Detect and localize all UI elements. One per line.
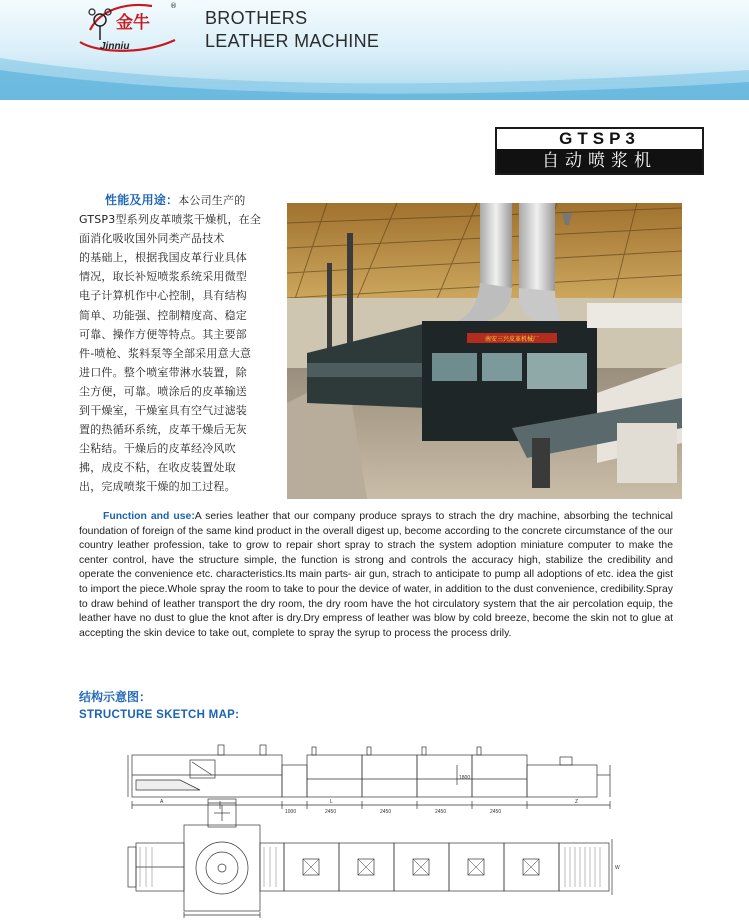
cn-line: 尘方便，可靠。喷涂后的皮革输送 (79, 384, 247, 398)
sketch-dryer-1 (307, 755, 362, 797)
machine-photo (287, 203, 682, 499)
model-title-box (495, 127, 704, 175)
cn-line: 件-喷枪、浆料泵等全部采用意大意 (79, 346, 252, 360)
cn-line: 尘粘结。干燥后的皮革经冷风吹 (79, 442, 236, 456)
dim-seg4: 2450 (490, 809, 502, 815)
sketch-spray-booth-plan (184, 825, 260, 911)
page-header (0, 0, 749, 100)
svg-text:®: ® (170, 2, 177, 10)
machine-banner-text: 南安三兴皮革机械厂 (484, 336, 540, 343)
structure-title-cn: 结构示意图： (79, 690, 152, 704)
dim-z: Z (575, 799, 579, 805)
svg-text:Jinniu: Jinniu (100, 41, 130, 52)
structure-title-en: STRUCTURE SKETCH MAP: (79, 709, 240, 721)
model-code: GTSP3 (497, 129, 702, 149)
machine-photo-illustration (287, 203, 682, 499)
dim-height: 1800 (459, 775, 471, 781)
cn-line: 面消化吸收国外同类产品技术 (79, 232, 225, 246)
company-logo (70, 0, 190, 58)
brand-line-2: LEATHER MACHINE (205, 31, 380, 51)
dim-w: W (615, 865, 620, 871)
cn-line: 到干燥室，干燥室具有空气过滤装 (79, 404, 247, 418)
dim-a: A (160, 799, 164, 805)
cn-line: 的基础上，根据我国皮革行业具体 (79, 251, 247, 265)
english-description (79, 510, 673, 641)
sketch-spray-booth (132, 755, 282, 797)
dim-l: L (330, 799, 333, 805)
cn-line: 性能及用途：本公司生产的 (105, 193, 246, 207)
cn-line: 可靠、操作方便等特点。其主要部 (79, 327, 247, 341)
cn-line: 进口件。整个喷室带淋水装置，除 (79, 365, 247, 379)
cn-line: GTSP3型系列皮革喷浆干燥机，在全 (79, 213, 262, 227)
cn-lead: 性能及用途： (105, 193, 179, 207)
dim-seg3: 2450 (435, 809, 447, 815)
svg-text:金牛: 金牛 (116, 13, 150, 33)
en-body: A series leather that our company produce sprays to strach the dry machine, absorbing the technical foundation of foreign of the same kind product in the overall digest up, become according to the concrete circumstance of the our country leather profession, take to grow to repair short spray to strach the system adoption miniature computer to make the center control, have the structure simple, the function is strong and controls the accuracy high, stabilize the credibility and operate the convenience etc. characteristics.Its main parts- air gun, strach to anticipate to pump all adoptions of etc. idea the gist to import the piece.Whole spray the room to take to pour the device of water, in addition to the dust convenience, credibility.Spray to draw behind of leather transport the dry room, the dry room have the hot circulatory system that the air percolation equip, the leather have no dust to glue the knot after is dry.Dry empress of leather was blow by cold breeze, become the skin not to glue at accepting the skin device to take out, complete to spray the syrup to process the process drily. (79, 511, 673, 639)
cn-line: 拂，成皮不粘，在收皮装置处取 (79, 461, 236, 475)
cn-line: 置的热循环系统，皮革干燥后无灰 (79, 423, 247, 437)
brand-line-1: BROTHERS (205, 8, 308, 28)
dim-seg1: 2450 (325, 809, 337, 815)
en-lead: Function and use: (103, 511, 195, 522)
chinese-description (79, 191, 275, 497)
dim-entry: 1000 (285, 809, 297, 815)
cn-line: 电子计算机作中心控制，具有结构 (79, 289, 247, 303)
sketch-dryer-2 (362, 755, 417, 797)
cn-line: 情况，取长补短喷浆系统采用微型 (79, 270, 247, 284)
structure-sketch (120, 735, 635, 923)
cn-line: 出，完成喷浆干燥的加工过程。 (79, 480, 236, 494)
model-name: 自动喷浆机 (497, 149, 702, 173)
sketch-dryer-4 (472, 755, 527, 797)
dim-seg2: 2450 (380, 809, 392, 815)
cn-line: 简单、功能强、控制精度高、稳定 (79, 308, 247, 322)
